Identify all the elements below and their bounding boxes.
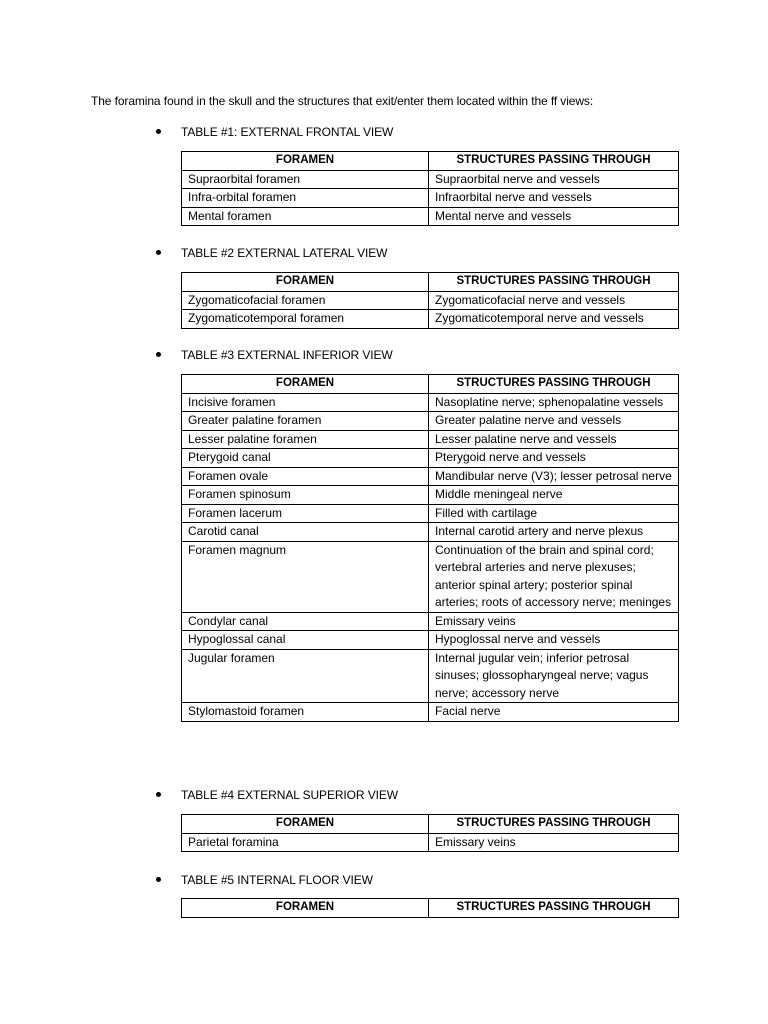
foramina-table-1 xyxy=(181,151,679,226)
table-heading-label: TABLE #2 EXTERNAL LATERAL VIEW xyxy=(181,246,388,260)
table-row xyxy=(182,486,679,505)
column-header-structures: STRUCTURES PASSING THROUGH xyxy=(429,375,679,394)
table-heading-label: TABLE #3 EXTERNAL INFERIOR VIEW xyxy=(181,348,393,362)
foramina-table-5 xyxy=(181,898,679,918)
structures-cell: Zygomaticotemporal nerve and vessels xyxy=(429,310,679,329)
intro-text: The foramina found in the skull and the structures that exit/enter them located within the ff views: xyxy=(91,94,594,108)
table-header-row xyxy=(182,815,679,834)
structures-cell: Continuation of the brain and spinal cord; vertebral arteries and nerve plexuses; anterior spinal artery; posterior spinal arteries; roots of accessory nerve; meninges xyxy=(429,541,679,612)
table-header-row xyxy=(182,273,679,292)
foramen-cell: Zygomaticotemporal foramen xyxy=(182,310,429,329)
foramen-cell: Condylar canal xyxy=(182,612,429,631)
column-header-foramen: FORAMEN xyxy=(182,152,429,171)
table-row xyxy=(182,541,679,612)
table-row xyxy=(182,649,679,703)
table-row xyxy=(182,412,679,431)
foramen-cell: Hypoglossal canal xyxy=(182,631,429,650)
table-row xyxy=(182,207,679,226)
table-header-row xyxy=(182,375,679,394)
table-row xyxy=(182,523,679,542)
column-header-structures: STRUCTURES PASSING THROUGH xyxy=(429,899,679,918)
structures-cell: Infraorbital nerve and vessels xyxy=(429,189,679,208)
foramen-cell: Foramen lacerum xyxy=(182,504,429,523)
foramina-table-2 xyxy=(181,272,679,329)
structures-cell: Mental nerve and vessels xyxy=(429,207,679,226)
table-row xyxy=(182,430,679,449)
table-row xyxy=(182,291,679,310)
foramen-cell: Incisive foramen xyxy=(182,393,429,412)
foramen-cell: Jugular foramen xyxy=(182,649,429,703)
foramen-cell: Pterygoid canal xyxy=(182,449,429,468)
table-row xyxy=(182,310,679,329)
foramen-cell: Mental foramen xyxy=(182,207,429,226)
table-row xyxy=(182,189,679,208)
foramina-table-3 xyxy=(181,374,679,722)
structures-cell: Zygomaticofacial nerve and vessels xyxy=(429,291,679,310)
foramina-table-4 xyxy=(181,814,679,852)
structures-cell: Internal carotid artery and nerve plexus xyxy=(429,523,679,542)
column-header-foramen: FORAMEN xyxy=(182,273,429,292)
structures-cell: Emissary veins xyxy=(429,612,679,631)
bullet-icon xyxy=(156,250,161,255)
bullet-icon xyxy=(156,352,161,357)
foramen-cell: Foramen ovale xyxy=(182,467,429,486)
table-row xyxy=(182,504,679,523)
table-heading-label: TABLE #1: EXTERNAL FRONTAL VIEW xyxy=(181,125,394,139)
structures-cell: Greater palatine nerve and vessels xyxy=(429,412,679,431)
foramen-cell: Infra-orbital foramen xyxy=(182,189,429,208)
structures-cell: Supraorbital nerve and vessels xyxy=(429,170,679,189)
foramen-cell: Greater palatine foramen xyxy=(182,412,429,431)
bullet-icon xyxy=(156,792,161,797)
table-row xyxy=(182,393,679,412)
structures-cell: Mandibular nerve (V3); lesser petrosal nerve xyxy=(429,467,679,486)
table-row xyxy=(182,703,679,722)
table-heading-label: TABLE #4 EXTERNAL SUPERIOR VIEW xyxy=(181,788,398,802)
table-row xyxy=(182,467,679,486)
foramen-cell: Supraorbital foramen xyxy=(182,170,429,189)
column-header-structures: STRUCTURES PASSING THROUGH xyxy=(429,152,679,171)
foramen-cell: Foramen spinosum xyxy=(182,486,429,505)
table-row xyxy=(182,631,679,650)
table-header-row xyxy=(182,899,679,918)
foramen-cell: Stylomastoid foramen xyxy=(182,703,429,722)
foramen-cell: Zygomaticofacial foramen xyxy=(182,291,429,310)
column-header-structures: STRUCTURES PASSING THROUGH xyxy=(429,273,679,292)
bullet-icon xyxy=(156,129,161,134)
structures-cell: Nasoplatine nerve; sphenopalatine vessels xyxy=(429,393,679,412)
foramen-cell: Lesser palatine foramen xyxy=(182,430,429,449)
table-row xyxy=(182,612,679,631)
table-row xyxy=(182,833,679,852)
structures-cell: Lesser palatine nerve and vessels xyxy=(429,430,679,449)
column-header-foramen: FORAMEN xyxy=(182,375,429,394)
foramen-cell: Parietal foramina xyxy=(182,833,429,852)
structures-cell: Internal jugular vein; inferior petrosal sinuses; glossopharyngeal nerve; vagus nerve; accessory nerve xyxy=(429,649,679,703)
foramen-cell: Foramen magnum xyxy=(182,541,429,612)
table-heading-label: TABLE #5 INTERNAL FLOOR VIEW xyxy=(181,873,373,887)
structures-cell: Facial nerve xyxy=(429,703,679,722)
table-header-row xyxy=(182,152,679,171)
table-row xyxy=(182,449,679,468)
structures-cell: Emissary veins xyxy=(429,833,679,852)
structures-cell: Pterygoid nerve and vessels xyxy=(429,449,679,468)
column-header-foramen: FORAMEN xyxy=(182,815,429,834)
foramen-cell: Carotid canal xyxy=(182,523,429,542)
bullet-icon xyxy=(156,877,161,882)
table-row xyxy=(182,170,679,189)
column-header-structures: STRUCTURES PASSING THROUGH xyxy=(429,815,679,834)
structures-cell: Middle meningeal nerve xyxy=(429,486,679,505)
structures-cell: Filled with cartilage xyxy=(429,504,679,523)
structures-cell: Hypoglossal nerve and vessels xyxy=(429,631,679,650)
column-header-foramen: FORAMEN xyxy=(182,899,429,918)
